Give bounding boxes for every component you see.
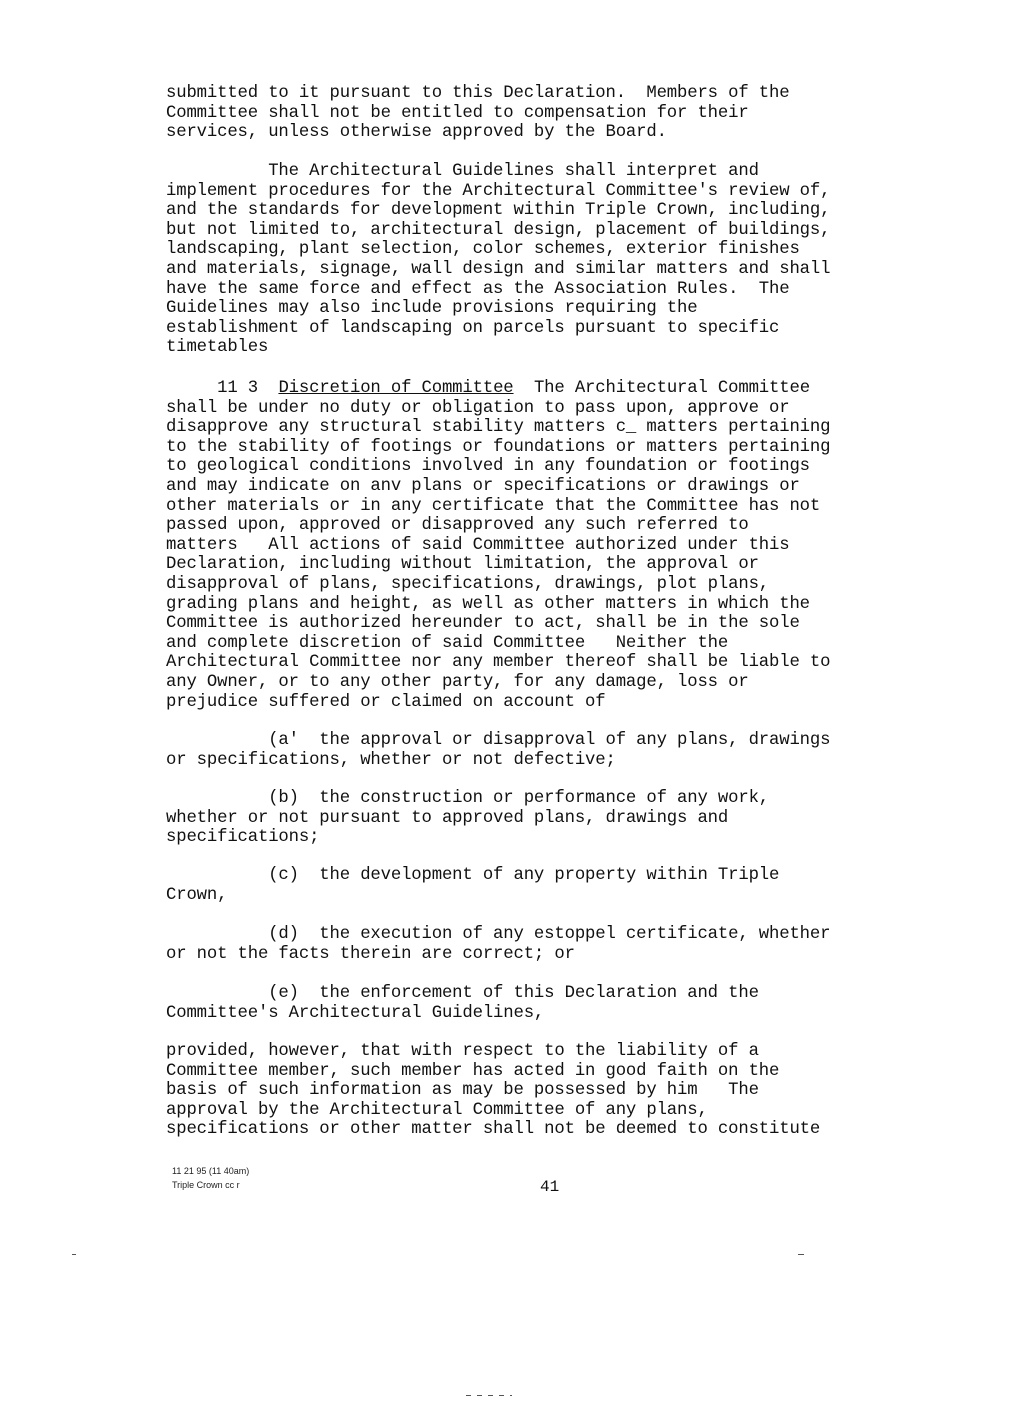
list-item-a: (a' the approval or disapproval of any plans, drawings or specifications, whether or not defective;	[166, 731, 831, 770]
proviso-paragraph: provided, however, that with respect to the liability of a Committee member, such member has acted in good faith on the basis of such information as may be possessed by him The approval by the Architectural Committee of any plans, specifications or other matter shall not be deemed to constitute	[166, 1042, 821, 1140]
list-item-b: (b) the construction or performance of any work, whether or not pursuant to approved plans, drawings and specifications;	[166, 789, 770, 848]
paragraph-architectural-guidelines: The Architectural Guidelines shall interpret and implement procedures for the Architectural Committee's review of, and the standards for development within Triple Crown, including, but not limited to, architectural design, placement of buildings, landscaping, plant selection, color schemes, exterior finishes and materials, signage, wall design and similar matters and shall have the same force and effect as the Association Rules. The Guidelines may also include provisions requiring the establishment of landscaping on parcels pursuant to specific timetables	[166, 162, 831, 358]
section-heading: Discretion of Committee	[278, 379, 514, 398]
scan-artifact-mark	[798, 1254, 804, 1255]
footer-date-stamp: 11 21 95 (11 40am)	[172, 1166, 250, 1176]
footer-file-name: Triple Crown cc r	[172, 1180, 240, 1190]
section-number: 11 3	[166, 379, 279, 398]
page-number: 41	[540, 1178, 560, 1196]
section-intro: The Architectural Committee	[513, 379, 810, 398]
paragraph-continuation: submitted to it pursuant to this Declaration. Members of the Committee shall not be entitled to compensation for their services, unless otherwise approved by the Board.	[166, 84, 790, 143]
list-item-d: (d) the execution of any estoppel certificate, whether or not the facts therein are correct; or	[166, 925, 831, 964]
section-11-3	[166, 379, 946, 712]
footer-stamp	[172, 1164, 249, 1192]
scan-artifact-dashes	[466, 1395, 512, 1396]
scan-artifact-mark	[72, 1254, 76, 1255]
list-item-c: (c) the development of any property within Triple Crown,	[166, 866, 780, 905]
list-item-e: (e) the enforcement of this Declaration and the Committee's Architectural Guidelines,	[166, 984, 759, 1023]
section-body: shall be under no duty or obligation to pass upon, approve or disapprove any structural stability matters c_ matters pertaining to the stability of footings or foundations or matters pertaining to geological conditions involved in any foundation or footings and may indicate on anv plans or specifications or drawings or other materials or in any certificate that the Committee has not passed upon, approved or disapproved any such referred to matters All actions of said Committee authorized under this Declaration, including without limitation, the approval or disapproval of plans, specifications, drawings, plot plans, grading plans and height, as well as other matters in which the Committee is authorized hereunder to act, shall be in the sole and complete discretion of said Committee Neither the Architectural Committee nor any member thereof shall be liable to any Owner, or to any other party, for any damage, loss or prejudice suffered or claimed on account of	[166, 398, 831, 712]
